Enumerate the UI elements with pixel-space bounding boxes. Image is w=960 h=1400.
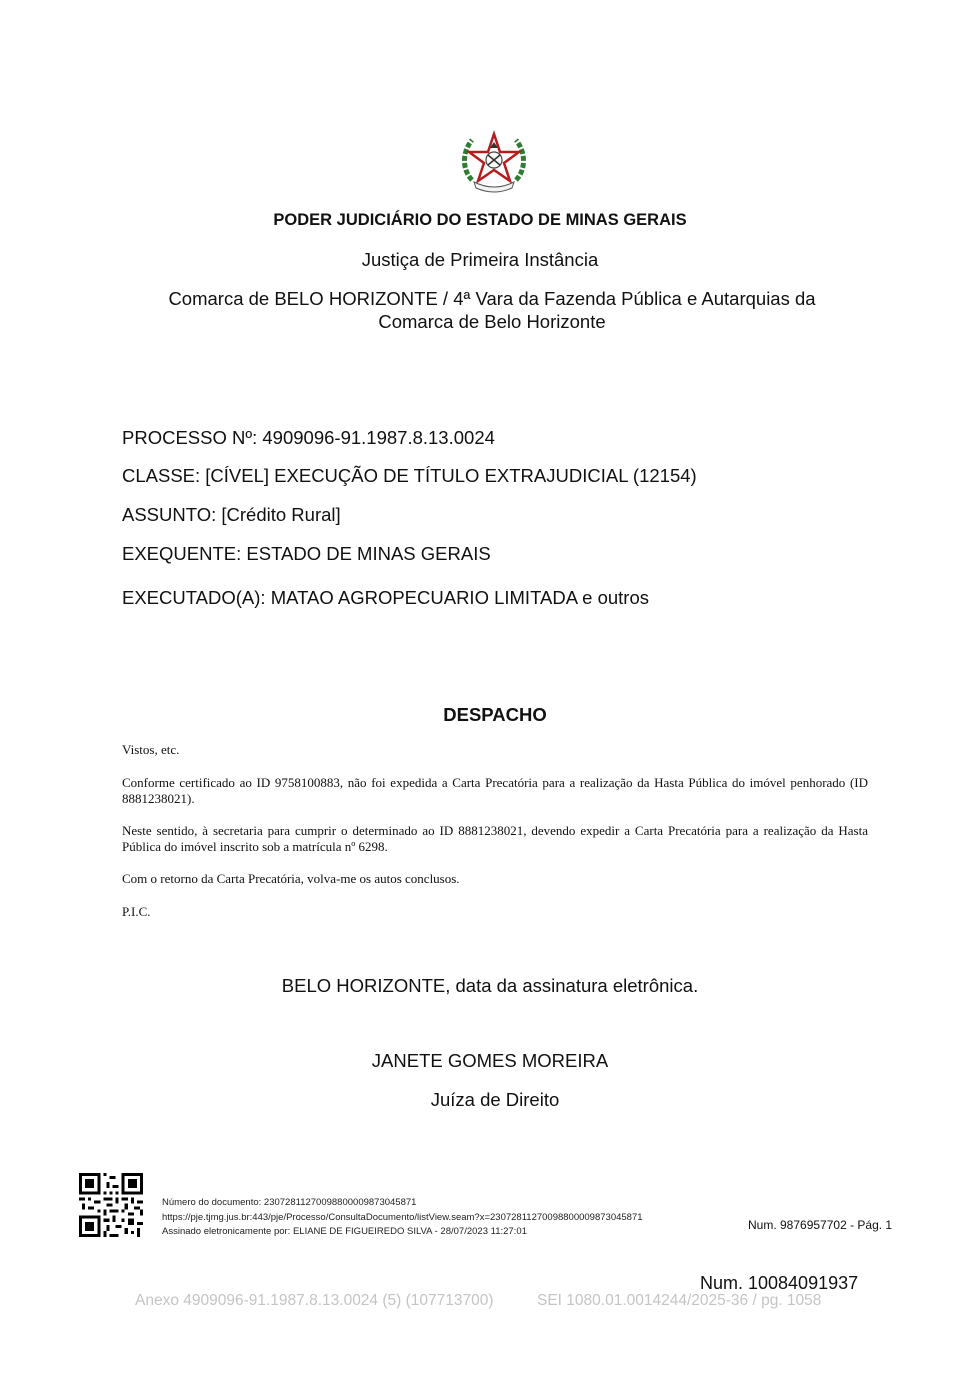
document-number: Número do documento: 23072811270098800009873045871	[162, 1197, 417, 1208]
exequente-field: EXEQUENTE: ESTADO DE MINAS GERAIS	[122, 543, 491, 564]
document-url[interactable]: https://pje.tjmg.jus.br:443/pje/Processo/ConsultaDocumento/listView.seam?x=23072811270098800009873045871	[162, 1212, 643, 1223]
comarca-title	[150, 287, 834, 333]
paragraph-neste-sentido: Neste sentido, à secretaria para cumprir o determinado ao ID 8881238021, devendo expedir a Carta Precatória para a realização da Hasta Pública do imóvel inscrito sob a matrícula nº 6298.	[122, 823, 868, 854]
instance-title: Justiça de Primeira Instância	[361, 249, 599, 270]
comarca-line-1: Comarca de BELO HORIZONTE / 4ª Vara da Fazenda Pública e Autarquias da	[168, 288, 816, 309]
paragraph-vistos: Vistos, etc.	[122, 742, 180, 757]
executado-field: EXECUTADO(A): MATAO AGROPECUARIO LIMITADA e outros	[122, 587, 650, 608]
annex-stamp: Anexo 4909096-91.1987.8.13.0024 (5) (107713700)	[135, 1292, 494, 1309]
paragraph-retorno: Com o retorno da Carta Precatória, volva-me os autos conclusos.	[122, 871, 460, 886]
qr-code-icon	[79, 1173, 143, 1237]
place-date: BELO HORIZONTE, data da assinatura eletrônica.	[281, 975, 699, 996]
document-num: Num. 10084091937	[700, 1273, 859, 1293]
page-reference: Num. 9876957702 - Pág. 1	[748, 1218, 893, 1232]
paragraph-conforme: Conforme certificado ao ID 9758100883, não foi expedida a Carta Precatória para a realização da Hasta Pública do imóvel penhorado (ID 8881238021).	[122, 775, 868, 806]
classe-field: CLASSE: [CÍVEL] EXECUÇÃO DE TÍTULO EXTRAJUDICIAL (12154)	[122, 465, 697, 486]
paragraph-pic: P.I.C.	[122, 904, 151, 919]
assunto-field: ASSUNTO: [Crédito Rural]	[122, 504, 341, 525]
court-title: PODER JUDICIÁRIO DO ESTADO DE MINAS GERAIS	[273, 211, 687, 229]
sei-stamp: SEI 1080.01.0014244/2025-36 / pg. 1058	[537, 1292, 822, 1309]
processo-number: PROCESSO Nº: 4909096-91.1987.8.13.0024	[122, 427, 495, 448]
despacho-heading: DESPACHO	[443, 704, 547, 725]
judge-name: JANETE GOMES MOREIRA	[371, 1050, 609, 1071]
coat-of-arms-minas-gerais-icon	[458, 128, 530, 194]
signed-by: Assinado eletronicamente por: ELIANE DE FIGUEIREDO SILVA - 28/07/2023 11:27:01	[162, 1226, 527, 1237]
judge-role: Juíza de Direito	[430, 1089, 560, 1110]
comarca-line-2: Comarca de Belo Horizonte	[378, 311, 606, 332]
